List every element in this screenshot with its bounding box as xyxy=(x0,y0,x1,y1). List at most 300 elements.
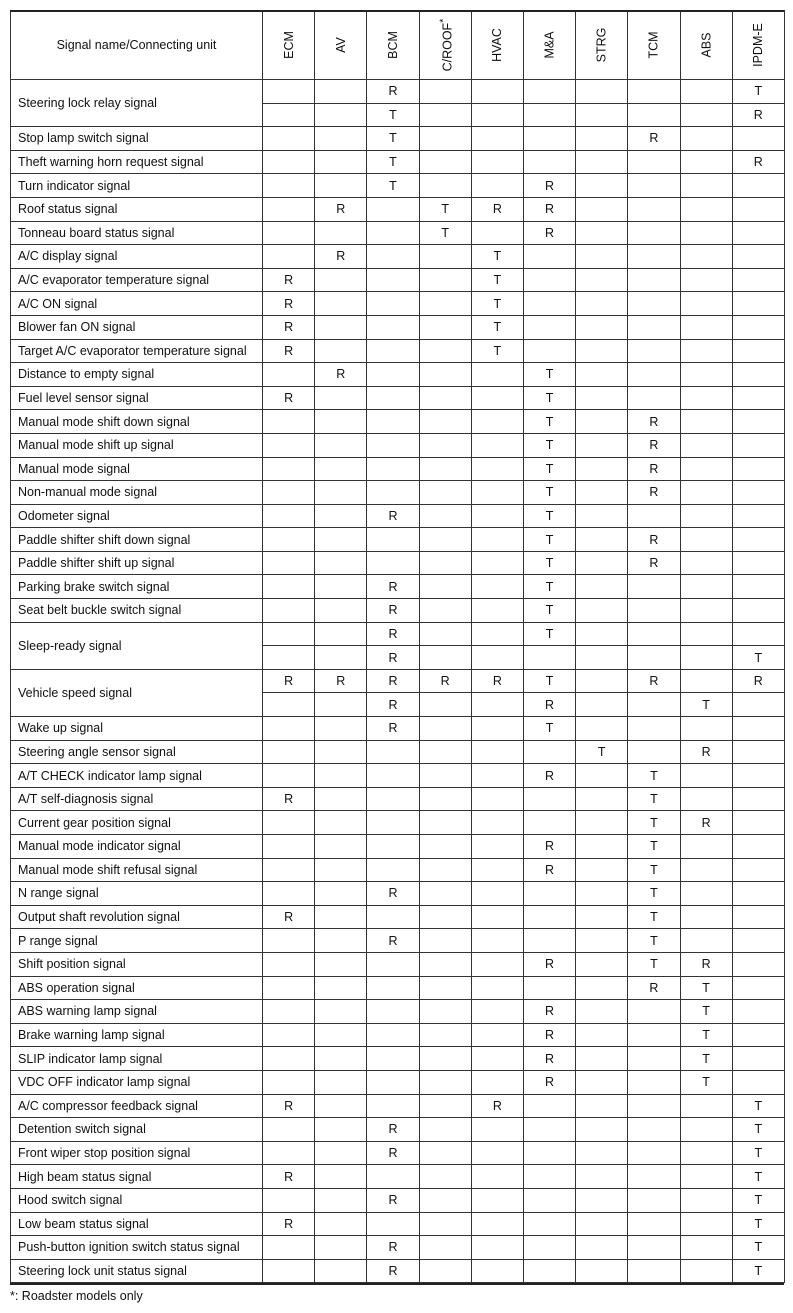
role-cell xyxy=(732,221,784,245)
role-cell: R xyxy=(471,1094,523,1118)
role-cell xyxy=(419,1188,471,1212)
signal-name-cell: Roof status signal xyxy=(11,197,263,221)
role-cell xyxy=(419,1141,471,1165)
role-cell xyxy=(680,103,732,127)
role-cell xyxy=(471,1212,523,1236)
role-cell: R xyxy=(367,1141,419,1165)
unit-header xyxy=(263,11,315,80)
role-cell xyxy=(576,1165,628,1189)
role-cell xyxy=(315,315,367,339)
role-cell: R xyxy=(523,221,575,245)
role-cell xyxy=(419,504,471,528)
role-cell xyxy=(471,1118,523,1142)
signal-name-cell: Detention switch signal xyxy=(11,1118,263,1142)
role-cell xyxy=(263,504,315,528)
role-cell xyxy=(628,150,680,174)
role-cell xyxy=(523,929,575,953)
role-cell xyxy=(576,905,628,929)
role-cell xyxy=(315,1236,367,1260)
table-row xyxy=(11,315,785,339)
role-cell xyxy=(419,363,471,387)
role-cell xyxy=(471,1165,523,1189)
role-cell: R xyxy=(628,528,680,552)
role-cell xyxy=(367,787,419,811)
role-cell: T xyxy=(732,1118,784,1142)
role-cell xyxy=(576,1023,628,1047)
unit-header-label: HVAC xyxy=(490,28,505,62)
role-cell xyxy=(315,929,367,953)
role-cell: T xyxy=(732,1236,784,1260)
role-cell xyxy=(419,174,471,198)
table-row xyxy=(11,1023,785,1047)
role-cell xyxy=(576,339,628,363)
role-cell: R xyxy=(263,315,315,339)
role-cell: T xyxy=(523,717,575,741)
role-cell xyxy=(732,858,784,882)
role-cell xyxy=(367,292,419,316)
role-cell: R xyxy=(367,80,419,104)
role-cell xyxy=(680,528,732,552)
signal-name-cell: Vehicle speed signal xyxy=(11,669,263,716)
role-cell xyxy=(523,1165,575,1189)
unit-header xyxy=(576,11,628,80)
role-cell xyxy=(732,197,784,221)
role-cell: R xyxy=(367,1188,419,1212)
role-cell: T xyxy=(732,80,784,104)
role-cell xyxy=(263,1259,315,1283)
role-cell xyxy=(315,127,367,151)
role-cell xyxy=(471,1070,523,1094)
role-cell xyxy=(315,221,367,245)
role-cell: T xyxy=(367,174,419,198)
role-cell xyxy=(576,599,628,623)
signal-name-cell: Manual mode shift down signal xyxy=(11,410,263,434)
role-cell xyxy=(471,835,523,859)
table-row xyxy=(11,80,785,104)
role-cell: T xyxy=(732,1141,784,1165)
role-cell xyxy=(419,787,471,811)
table-row xyxy=(11,292,785,316)
role-cell xyxy=(471,1141,523,1165)
role-cell: T xyxy=(732,1212,784,1236)
role-cell xyxy=(263,599,315,623)
role-cell xyxy=(367,363,419,387)
role-cell xyxy=(419,268,471,292)
role-cell xyxy=(732,528,784,552)
role-cell xyxy=(263,1047,315,1071)
unit-header-label: ABS xyxy=(699,32,714,58)
table-row xyxy=(11,221,785,245)
role-cell: T xyxy=(471,315,523,339)
table-row xyxy=(11,174,785,198)
role-cell: R xyxy=(315,669,367,693)
role-cell xyxy=(732,551,784,575)
role-cell xyxy=(367,245,419,269)
role-cell: T xyxy=(628,811,680,835)
role-cell xyxy=(263,1070,315,1094)
table-row xyxy=(11,858,785,882)
role-cell xyxy=(263,1000,315,1024)
role-cell xyxy=(523,787,575,811)
role-cell xyxy=(263,952,315,976)
role-cell xyxy=(263,858,315,882)
role-cell xyxy=(628,292,680,316)
role-cell xyxy=(680,150,732,174)
role-cell xyxy=(471,1047,523,1071)
signal-table-body xyxy=(11,80,785,1283)
role-cell xyxy=(628,1047,680,1071)
role-cell xyxy=(576,103,628,127)
role-cell xyxy=(576,174,628,198)
role-cell xyxy=(732,764,784,788)
role-cell: T xyxy=(471,245,523,269)
role-cell xyxy=(680,787,732,811)
role-cell xyxy=(732,292,784,316)
unit-header-label: AV xyxy=(333,37,348,53)
role-cell xyxy=(576,1094,628,1118)
role-cell: R xyxy=(628,481,680,505)
signal-name-cell: Fuel level sensor signal xyxy=(11,386,263,410)
role-cell xyxy=(263,457,315,481)
role-cell xyxy=(732,174,784,198)
role-cell xyxy=(576,363,628,387)
role-cell xyxy=(576,764,628,788)
role-cell xyxy=(419,103,471,127)
role-cell xyxy=(471,622,523,646)
role-cell xyxy=(732,599,784,623)
role-cell xyxy=(628,1188,680,1212)
role-cell xyxy=(471,363,523,387)
role-cell: T xyxy=(628,952,680,976)
role-cell: T xyxy=(680,693,732,717)
role-cell: R xyxy=(732,103,784,127)
role-cell xyxy=(628,386,680,410)
role-cell xyxy=(576,693,628,717)
role-cell xyxy=(732,1070,784,1094)
role-cell xyxy=(576,882,628,906)
role-cell xyxy=(315,764,367,788)
role-cell xyxy=(732,386,784,410)
role-cell xyxy=(523,1188,575,1212)
role-cell xyxy=(576,1141,628,1165)
role-cell xyxy=(523,80,575,104)
role-cell xyxy=(680,315,732,339)
table-row xyxy=(11,764,785,788)
role-cell xyxy=(523,315,575,339)
role-cell xyxy=(419,1236,471,1260)
role-cell xyxy=(628,103,680,127)
role-cell xyxy=(367,1023,419,1047)
role-cell xyxy=(263,103,315,127)
role-cell xyxy=(628,717,680,741)
role-cell xyxy=(732,717,784,741)
role-cell: T xyxy=(419,197,471,221)
role-cell xyxy=(628,693,680,717)
unit-header-label: BCM xyxy=(385,31,400,59)
role-cell xyxy=(576,622,628,646)
signal-name-cell: Steering lock relay signal xyxy=(11,80,263,127)
role-cell: R xyxy=(471,669,523,693)
role-cell: R xyxy=(732,150,784,174)
role-cell xyxy=(419,80,471,104)
role-cell xyxy=(315,1259,367,1283)
role-cell xyxy=(263,976,315,1000)
role-cell xyxy=(628,1000,680,1024)
role-cell xyxy=(523,1094,575,1118)
role-cell xyxy=(419,952,471,976)
role-cell xyxy=(680,551,732,575)
signal-name-cell: Parking brake switch signal xyxy=(11,575,263,599)
role-cell: R xyxy=(367,929,419,953)
role-cell xyxy=(680,457,732,481)
role-cell xyxy=(367,764,419,788)
role-cell xyxy=(576,1070,628,1094)
role-cell xyxy=(680,245,732,269)
role-cell xyxy=(419,811,471,835)
role-cell xyxy=(576,575,628,599)
role-cell xyxy=(419,646,471,670)
role-cell xyxy=(419,622,471,646)
role-cell xyxy=(628,315,680,339)
role-cell xyxy=(263,528,315,552)
role-cell: T xyxy=(471,292,523,316)
table-row xyxy=(11,1070,785,1094)
role-cell xyxy=(419,528,471,552)
role-cell xyxy=(263,693,315,717)
role-cell xyxy=(576,481,628,505)
header-row xyxy=(11,11,785,80)
role-cell xyxy=(732,268,784,292)
role-cell xyxy=(315,858,367,882)
role-cell: R xyxy=(263,292,315,316)
role-cell xyxy=(263,740,315,764)
role-cell xyxy=(263,835,315,859)
role-cell xyxy=(419,292,471,316)
role-cell xyxy=(263,1118,315,1142)
role-cell xyxy=(576,386,628,410)
role-cell: R xyxy=(315,245,367,269)
role-cell xyxy=(576,1259,628,1283)
role-cell xyxy=(419,433,471,457)
role-cell xyxy=(680,292,732,316)
role-cell xyxy=(471,551,523,575)
role-cell: T xyxy=(367,127,419,151)
role-cell: R xyxy=(523,693,575,717)
signal-name-cell: A/C ON signal xyxy=(11,292,263,316)
role-cell: R xyxy=(315,197,367,221)
role-cell: R xyxy=(523,1023,575,1047)
role-cell xyxy=(471,80,523,104)
table-row xyxy=(11,127,785,151)
signal-name-cell: A/C compressor feedback signal xyxy=(11,1094,263,1118)
role-cell xyxy=(315,551,367,575)
role-cell xyxy=(263,197,315,221)
role-cell xyxy=(680,386,732,410)
role-cell xyxy=(732,740,784,764)
role-cell xyxy=(732,410,784,434)
table-row xyxy=(11,1165,785,1189)
role-cell xyxy=(315,268,367,292)
role-cell xyxy=(680,646,732,670)
role-cell xyxy=(315,575,367,599)
role-cell xyxy=(732,363,784,387)
role-cell xyxy=(680,1118,732,1142)
role-cell xyxy=(471,1188,523,1212)
table-row xyxy=(11,386,785,410)
role-cell xyxy=(419,740,471,764)
role-cell xyxy=(419,905,471,929)
role-cell xyxy=(680,929,732,953)
role-cell xyxy=(263,481,315,505)
role-cell xyxy=(680,835,732,859)
table-row xyxy=(11,740,785,764)
signal-name-cell: A/C display signal xyxy=(11,245,263,269)
role-cell xyxy=(576,127,628,151)
role-cell xyxy=(576,835,628,859)
role-cell xyxy=(315,787,367,811)
role-cell xyxy=(367,1000,419,1024)
role-cell xyxy=(523,150,575,174)
role-cell: R xyxy=(263,1094,315,1118)
role-cell xyxy=(419,127,471,151)
table-row xyxy=(11,1236,785,1260)
role-cell: T xyxy=(523,363,575,387)
role-cell: T xyxy=(419,221,471,245)
role-cell xyxy=(263,127,315,151)
signal-name-cell: Wake up signal xyxy=(11,717,263,741)
role-cell xyxy=(732,787,784,811)
role-cell xyxy=(680,268,732,292)
role-cell xyxy=(680,717,732,741)
unit-header-label: M&A xyxy=(542,31,557,59)
role-cell xyxy=(419,481,471,505)
role-cell xyxy=(732,1023,784,1047)
signal-name-cell: Paddle shifter shift up signal xyxy=(11,551,263,575)
role-cell: T xyxy=(680,976,732,1000)
footnote-marker: * xyxy=(437,18,449,23)
role-cell xyxy=(315,339,367,363)
role-cell xyxy=(315,740,367,764)
role-cell xyxy=(471,787,523,811)
role-cell: R xyxy=(367,882,419,906)
role-cell xyxy=(315,1070,367,1094)
role-cell xyxy=(680,1165,732,1189)
role-cell: T xyxy=(628,858,680,882)
role-cell xyxy=(315,1141,367,1165)
role-cell: R xyxy=(680,811,732,835)
table-row xyxy=(11,1259,785,1283)
role-cell xyxy=(367,905,419,929)
role-cell xyxy=(367,1047,419,1071)
role-cell xyxy=(367,481,419,505)
role-cell xyxy=(628,622,680,646)
role-cell xyxy=(315,1118,367,1142)
signal-name-cell: Manual mode shift up signal xyxy=(11,433,263,457)
role-cell xyxy=(576,528,628,552)
role-cell xyxy=(576,197,628,221)
role-cell xyxy=(419,693,471,717)
role-cell: T xyxy=(523,622,575,646)
signal-name-cell: P range signal xyxy=(11,929,263,953)
role-cell xyxy=(315,622,367,646)
role-cell xyxy=(732,1047,784,1071)
role-cell: R xyxy=(367,599,419,623)
table-row xyxy=(11,410,785,434)
role-cell xyxy=(419,150,471,174)
role-cell xyxy=(628,245,680,269)
table-row xyxy=(11,976,785,1000)
role-cell xyxy=(680,1141,732,1165)
role-cell: T xyxy=(523,457,575,481)
role-cell xyxy=(576,1000,628,1024)
role-cell xyxy=(263,622,315,646)
role-cell xyxy=(315,1023,367,1047)
role-cell xyxy=(419,1165,471,1189)
role-cell xyxy=(628,1070,680,1094)
role-cell: T xyxy=(680,1070,732,1094)
role-cell xyxy=(628,221,680,245)
role-cell xyxy=(315,646,367,670)
signal-name-cell: Paddle shifter shift down signal xyxy=(11,528,263,552)
role-cell xyxy=(263,646,315,670)
role-cell xyxy=(628,599,680,623)
role-cell xyxy=(263,764,315,788)
role-cell xyxy=(419,410,471,434)
role-cell xyxy=(680,174,732,198)
signal-name-cell: Target A/C evaporator temperature signal xyxy=(11,339,263,363)
role-cell: R xyxy=(263,1212,315,1236)
role-cell xyxy=(628,268,680,292)
role-cell: T xyxy=(523,575,575,599)
signal-name-cell: A/C evaporator temperature signal xyxy=(11,268,263,292)
unit-header xyxy=(680,11,732,80)
role-cell xyxy=(523,1236,575,1260)
role-cell xyxy=(576,551,628,575)
role-cell xyxy=(263,174,315,198)
role-cell xyxy=(680,1236,732,1260)
role-cell xyxy=(680,1094,732,1118)
role-cell xyxy=(471,929,523,953)
table-row xyxy=(11,622,785,646)
role-cell xyxy=(680,764,732,788)
role-cell xyxy=(419,1118,471,1142)
role-cell xyxy=(471,599,523,623)
signal-name-cell: Non-manual mode signal xyxy=(11,481,263,505)
role-cell xyxy=(471,1259,523,1283)
table-row xyxy=(11,457,785,481)
role-cell: T xyxy=(523,599,575,623)
role-cell xyxy=(523,103,575,127)
signal-name-cell: Sleep-ready signal xyxy=(11,622,263,669)
role-cell xyxy=(419,882,471,906)
role-cell xyxy=(576,457,628,481)
role-cell xyxy=(367,197,419,221)
role-cell xyxy=(576,1188,628,1212)
signal-name-cell: Manual mode shift refusal signal xyxy=(11,858,263,882)
role-cell xyxy=(523,1141,575,1165)
role-cell xyxy=(315,386,367,410)
role-cell xyxy=(680,575,732,599)
table-row xyxy=(11,504,785,528)
role-cell: T xyxy=(732,1259,784,1283)
role-cell xyxy=(732,1000,784,1024)
table-row xyxy=(11,481,785,505)
role-cell: R xyxy=(523,1000,575,1024)
role-cell: R xyxy=(471,197,523,221)
role-cell: T xyxy=(367,103,419,127)
role-cell xyxy=(315,717,367,741)
unit-header xyxy=(471,11,523,80)
